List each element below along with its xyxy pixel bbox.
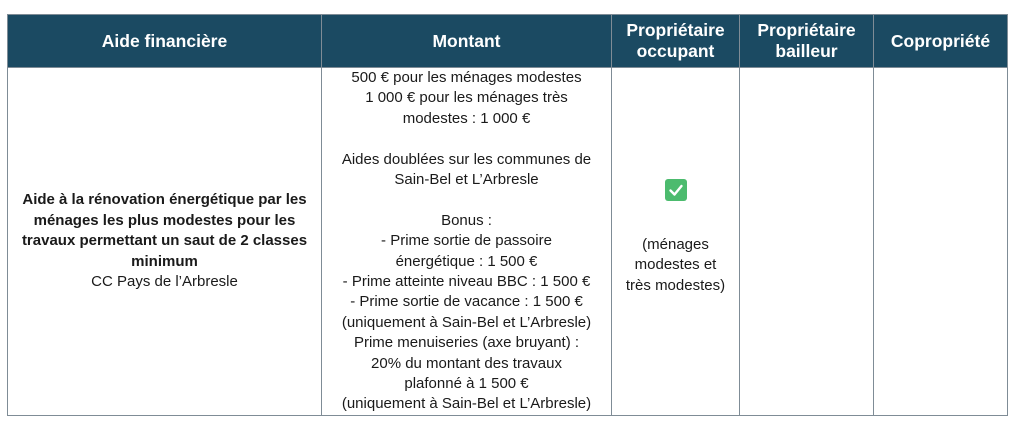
amount-line: plafonné à 1 500 €	[404, 375, 529, 393]
amount-line: Aides doublées sur les communes de	[341, 150, 592, 168]
owner-occupier-note: (ménages modestes et très modestes)	[625, 236, 726, 294]
amount-line: Sain-Bel et L’Arbresle	[394, 171, 539, 189]
table-row	[8, 68, 1008, 416]
financial-aid-table	[7, 14, 1008, 416]
header-amount: Montant	[322, 15, 612, 68]
amount-cell	[322, 68, 612, 416]
amount-line: (uniquement à Sain-Bel et L’Arbresle)	[341, 313, 592, 331]
amount-line	[322, 129, 611, 149]
amount-line: - Prime atteinte niveau BBC : 1 500 €	[342, 273, 591, 291]
aid-name: Aide à la rénovation énergétique par les ménages les plus modestes pour les travaux permettant un saut de 2 classes minimum	[21, 191, 308, 270]
amount-line: 20% du montant des travaux	[371, 354, 562, 372]
amount-line: énergétique : 1 500 €	[395, 252, 538, 270]
owner-occupier-cell	[612, 68, 740, 416]
amount-line	[322, 190, 611, 210]
aid-provider: CC Pays de l’Arbresle	[91, 273, 238, 291]
header-co-ownership: Copropriété	[874, 15, 1008, 68]
amount-line: modestes : 1 000 €	[402, 109, 531, 127]
header-owner-landlord: Propriétaire bailleur	[740, 15, 874, 68]
aid-cell	[8, 68, 322, 416]
amount-line: 500 € pour les ménages modestes	[351, 69, 582, 86]
co-ownership-cell	[874, 68, 1008, 416]
header-aid: Aide financière	[8, 15, 322, 68]
amount-line: - Prime sortie de vacance : 1 500 €	[350, 293, 583, 311]
amount-line: Bonus :	[441, 211, 492, 229]
amount-line: 1 000 € pour les ménages très	[365, 89, 568, 107]
amount-line: Prime menuiseries (axe bruyant) :	[353, 334, 580, 352]
header-owner-occupier: Propriétaire occupant	[612, 15, 740, 68]
amount-line: - Prime sortie de passoire	[381, 232, 552, 250]
check-icon	[665, 179, 687, 201]
amount-line: (uniquement à Sain-Bel et L’Arbresle)	[341, 395, 592, 413]
amount-lines	[322, 68, 611, 415]
owner-landlord-cell	[740, 68, 874, 416]
header-row	[8, 15, 1008, 68]
